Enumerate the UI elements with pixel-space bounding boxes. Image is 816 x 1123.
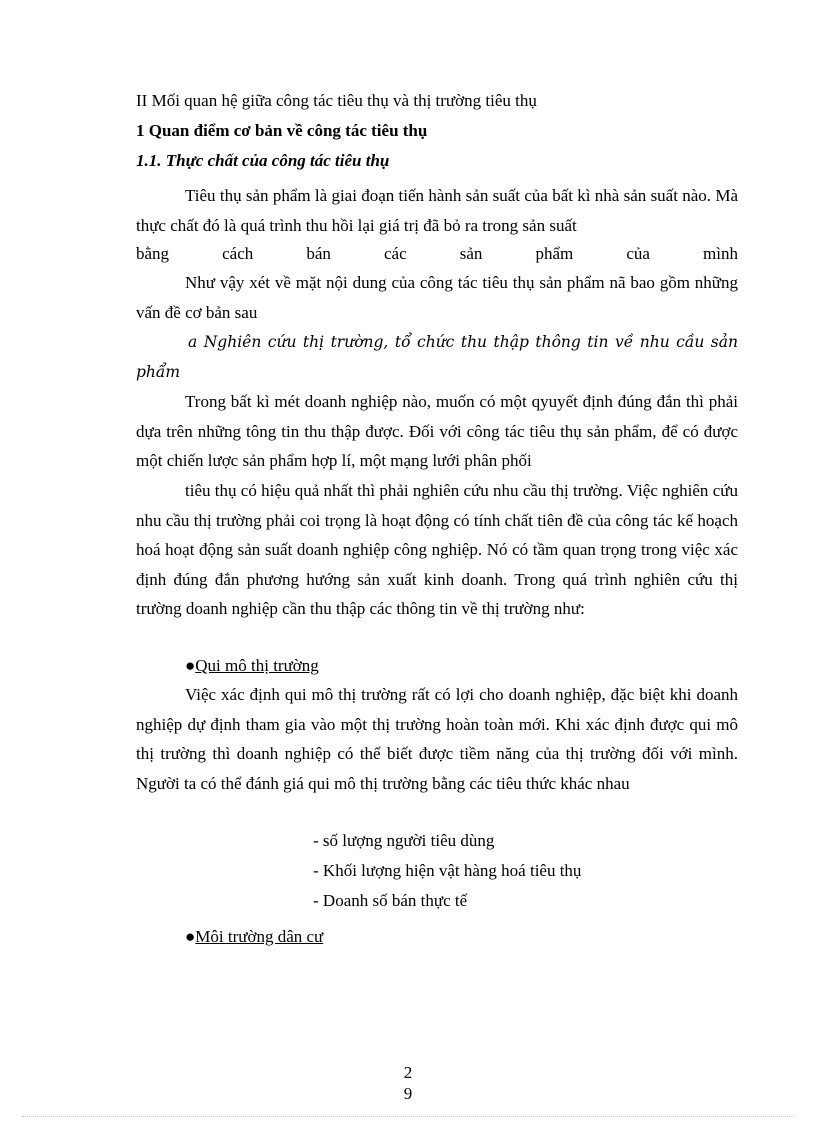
- subsubsection-heading: 1.1. Thực chất của công tác tiêu thụ: [136, 151, 390, 170]
- subsection-heading: 1 Quan điểm cơ bản về công tác tiêu thụ: [136, 121, 428, 140]
- paragraph-4: tiêu thụ có hiệu quả nhất thì phải nghiên cứu nhu cầu thị trường. Việc nghiên cứu nhu cầu thị trường phải coi trọng là hoạt động có tính chất tiên đề của công tác kế hoạch hoá hoạt động sản suất doanh nghiệp công nghiệp. Nó có tầm quan trọng trong việc xác định đúng đắn phương hướng sản xuất kinh doanh. Trong quá trình nghiên cứu thị trường doanh nghiệp cần thu thập các thông tin về thị trường như:: [136, 481, 738, 619]
- criteria-item-1: - số lượng người tiêu dùng: [313, 831, 495, 850]
- page-bottom-divider: [22, 1116, 794, 1117]
- paragraph-1-last-line: bằng cách bán các sản phẩm của mình: [136, 244, 738, 263]
- bullet-dot-icon: ●: [185, 656, 196, 675]
- item-a-heading: a Nghiên cứu thị trường, tổ chức thu thập thông tin về nhu cầu sản phẩm: [136, 333, 738, 381]
- bullet-market-size-label: Qui mô thị trường: [195, 656, 319, 675]
- bullet-population-environment-label: Môi trường dân cư: [195, 927, 324, 946]
- paragraph-1: Tiêu thụ sản phẩm là giai đoạn tiến hành sản suất của bất kì nhà sản suất nào. Mà thực chất đó là quá trình thu hồi lại giá trị đã bỏ ra trong sản suất: [136, 186, 738, 235]
- criteria-item-3: - Doanh số bán thực tế: [313, 891, 468, 910]
- bullet-population-environment: [185, 922, 329, 952]
- bullet-dot-icon: ●: [185, 927, 196, 946]
- paragraph-5: Việc xác định qui mô thị trường rất có lợi cho doanh nghiệp, đặc biệt khi doanh nghiệp dự định tham gia vào một thị trường hoàn toàn mới. Khi xác định được qui mô thị trường thì doanh nghiệp có thể biết được tiềm năng của thị trường đối với mình. Người ta có thể đánh giá qui mô thị trường bằng các tiêu thức khác nhau: [136, 685, 738, 793]
- page-number-line-2: 9: [403, 1084, 413, 1103]
- section-heading: II Mối quan hệ giữa công tác tiêu thụ và thị trường tiêu thụ: [136, 91, 537, 110]
- criteria-item-2: - Khối lượng hiện vật hàng hoá tiêu thụ: [313, 861, 582, 880]
- page-number-line-1: 2: [403, 1063, 413, 1082]
- bullet-market-size: [185, 651, 325, 681]
- paragraph-3: Trong bất kì mét doanh nghiệp nào, muốn có một qyuyết định đúng đắn thì phải dựa trên những tông tin thu thập được. Đối với công tác tiêu thụ sản phẩm, để có được một chiến lược sản phẩm hợp lí, một mạng lưới phân phối: [136, 392, 738, 471]
- paragraph-2: Như vậy xét về mặt nội dung của công tác tiêu thụ sản phẩm nã bao gồm những vấn đề cơ bản sau: [136, 273, 738, 322]
